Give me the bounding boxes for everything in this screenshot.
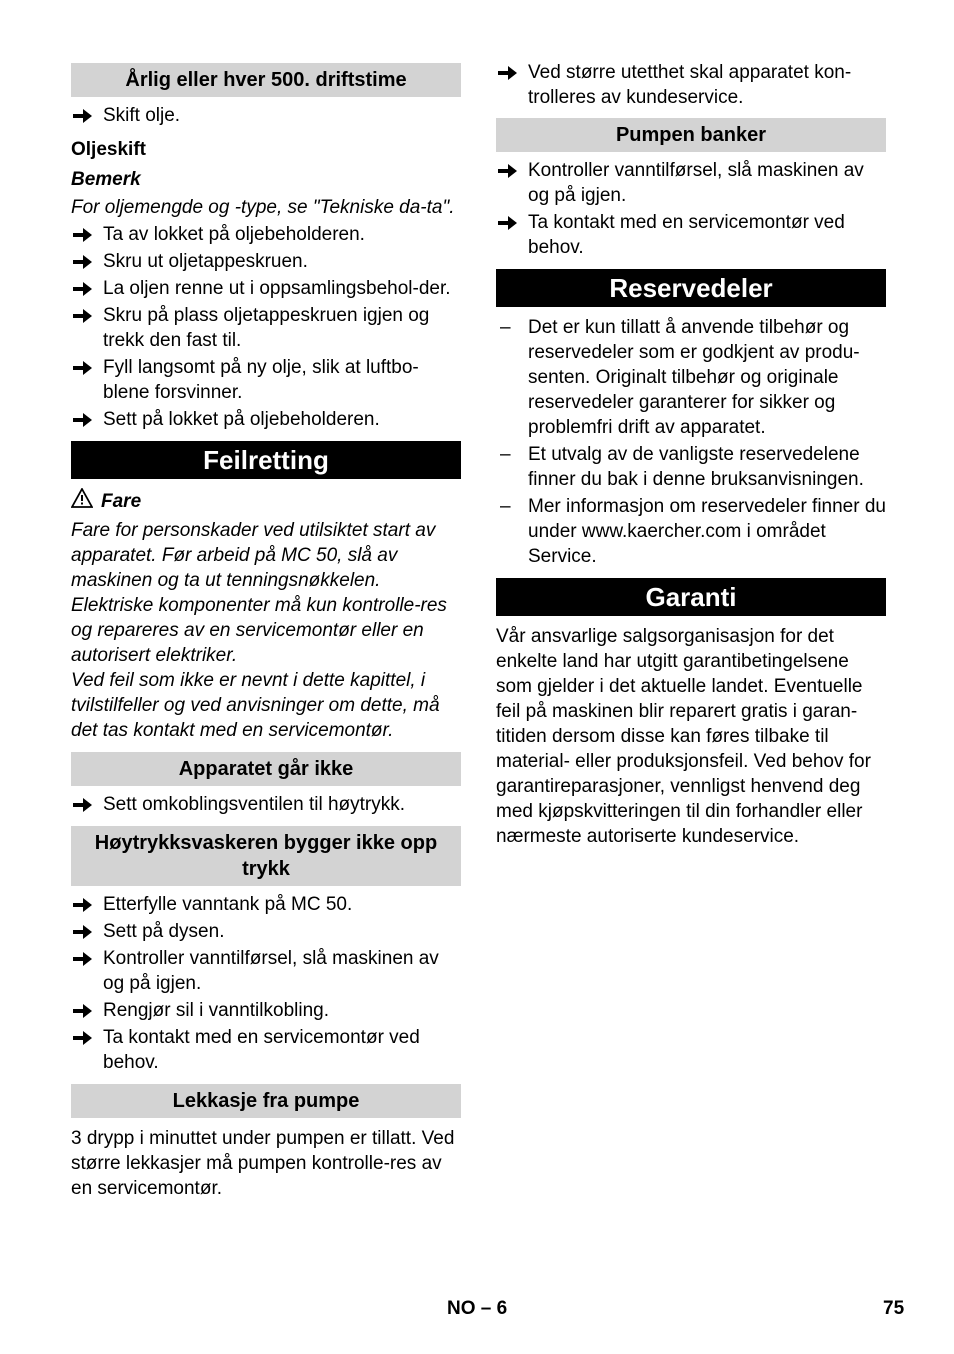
heading-annual-maintenance: Årlig eller hver 500. driftstime [71,63,461,97]
arrow-right-icon [73,303,95,324]
list-item-text: Skift olje. [103,105,181,126]
heading-device-not-running: Apparatet går ikke [71,752,461,786]
not-running-list [71,792,461,817]
list-item-text: Et utvalg av de vanligste reservedelene finner du bak i denne bruksanvisningen. [528,444,864,490]
heading-no-pressure: Høytrykksvaskeren bygger ikke opp trykk [71,826,461,886]
list-item-text: Kontroller vanntilførsel, slå maskinen av og på igjen. [528,160,864,206]
list-item [71,946,461,996]
arrow-right-icon [73,919,95,940]
arrow-right-icon [498,158,520,179]
leak-list [496,60,886,110]
list-item-text: Kontroller vanntilførsel, slå maskinen av og på igjen. [103,948,439,994]
arrow-right-icon [73,792,95,813]
list-item [71,276,461,301]
list-item [496,315,886,440]
heading-spare-parts: Reservedeler [496,269,886,307]
list-item-text: Skru ut oljetappeskruen. [103,251,308,272]
list-item [71,919,461,944]
dash-bullet: – [500,496,511,517]
pump-leak-text: 3 drypp i minuttet under pumpen er tillatt. Ved større lekkasjer må pumpen kontrolle-res av en servicemontør. [71,1128,455,1199]
list-item-text: Mer informasjon om reservedeler finner du under www.kaercher.com i området Service. [528,496,886,567]
arrow-right-icon [73,998,95,1019]
oil-change-title: Oljeskift [71,139,146,160]
arrow-right-icon [73,222,95,243]
list-item [71,792,461,817]
list-item-text: Ta av lokket på oljebeholderen. [103,224,365,245]
note-text: For oljemengde og -type, se "Tekniske da-ta". [71,197,455,218]
list-item [496,158,886,208]
left-column [71,63,461,1201]
list-item-text: Etterfylle vanntank på MC 50. [103,894,353,915]
arrow-right-icon [73,892,95,913]
danger-text-2: Ved feil som ikke er nevnt i dette kapittel, i tvilstilfeller og ved anvisninger om dette, må det tas kontakt med en servicemontør. [71,670,440,741]
page-footer [0,1296,954,1326]
language-section-page: NO – 6 [447,1298,508,1319]
list-item [496,442,886,492]
list-item [71,303,461,353]
list-item-text: Ta kontakt med en servicemontør ved behov. [528,212,845,258]
list-item [71,355,461,405]
list-item [71,407,461,432]
arrow-right-icon [73,407,95,428]
list-item [496,210,886,260]
list-item [71,249,461,274]
list-item-text: Sett på lokket på oljebeholderen. [103,409,380,430]
danger-heading [71,488,461,515]
arrow-right-icon [73,355,95,376]
list-item [71,103,461,128]
arrow-right-icon [73,249,95,270]
list-item [496,494,886,569]
list-item-text: Skru på plass oljetappeskruen igjen og trekk den fast til. [103,305,430,351]
spare-parts-list [496,315,886,569]
heading-troubleshooting: Feilretting [71,441,461,479]
dash-bullet: – [500,317,511,338]
arrow-right-icon [73,276,95,297]
annual-list [71,103,461,128]
list-item [71,222,461,247]
list-item-text: Det er kun tillatt å anvende tilbehør og reservedeler som er godkjent av produ-senten. Originalt tilbehør og originale reservedeler garanterer for sikker og problemfri drift av apparatet. [528,317,860,438]
arrow-right-icon [73,946,95,967]
list-item [496,60,886,110]
heading-pump-knocks: Pumpen banker [496,118,886,152]
list-item-text: Sett omkoblingsventilen til høytrykk. [103,794,406,815]
list-item-text: Ta kontakt med en servicemontør ved behov. [103,1027,420,1073]
arrow-right-icon [73,103,95,124]
list-item-text: Sett på dysen. [103,921,225,942]
oil-change-steps [71,222,461,432]
danger-label: Fare [101,491,142,512]
list-item-text: Rengjør sil i vanntilkobling. [103,1000,329,1021]
list-item-text: La oljen renne ut i oppsamlingsbehol-der. [103,278,451,299]
list-item [71,998,461,1023]
list-item [71,892,461,917]
dash-bullet: – [500,444,511,465]
arrow-right-icon [498,210,520,231]
right-column [496,58,886,849]
no-pressure-list [71,892,461,1075]
arrow-right-icon [498,60,520,81]
list-item-text: Ved større utetthet skal apparatet kon-trolleres av kundeservice. [528,62,852,108]
warranty-text: Vår ansvarlige salgsorganisasjon for det enkelte land har utgitt garantibetingelsene som gjelder i det aktuelle landet. Eventuelle feil på maskinen blir reparert gratis i garan-titiden dersom disse kan føres tilbake til material- eller produksjonsfeil. Ved behov for garantireparasjoner, vennligst henvend deg med kjøpskvitteringen til din forhandler eller nærmeste autoriserte kundeservice. [496,626,871,847]
heading-pump-leak: Lekkasje fra pumpe [71,1084,461,1118]
pump-knocks-list [496,158,886,260]
note-label: Bemerk [71,169,141,190]
list-item [71,1025,461,1075]
page-number: 75 [883,1298,905,1319]
warning-triangle-icon [71,488,93,515]
heading-warranty: Garanti [496,578,886,616]
list-item-text: Fyll langsomt på ny olje, slik at luftbo-blene forsvinner. [103,357,419,403]
arrow-right-icon [73,1025,95,1046]
danger-text-1: Fare for personskader ved utilsiktet start av apparatet. Før arbeid på MC 50, slå av maskinen og ta ut tenningsnøkkelen. Elektriske komponenter må kun kontrolle-res og repareres av en servicemontør eller en autorisert elektriker. [71,520,447,666]
